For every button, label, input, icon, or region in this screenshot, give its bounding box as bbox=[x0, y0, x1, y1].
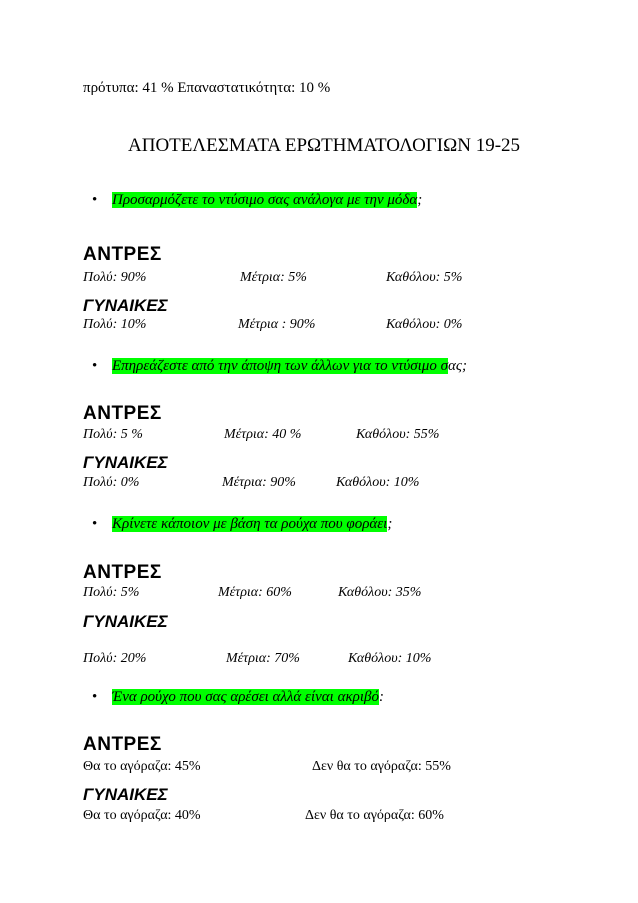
men-heading: ΑΝΤΡΕΣ bbox=[83, 403, 162, 424]
men-value-1: Πολύ: 5% bbox=[83, 585, 140, 600]
men-value-2: Δεν θα το αγόραζα: 55% bbox=[312, 759, 451, 774]
question-highlight: Επηρεάζεστε από την άποψη των άλλων για το ντύσιμο σ bbox=[112, 358, 448, 374]
men-value-1: Θα το αγόραζα: 45% bbox=[83, 759, 201, 774]
question-1 bbox=[92, 192, 423, 209]
women-value-2: Μέτρια : 90% bbox=[238, 317, 316, 332]
question-3 bbox=[92, 516, 393, 533]
women-value-2: Μέτρια: 70% bbox=[226, 651, 300, 666]
women-value-1: Πολύ: 20% bbox=[83, 651, 147, 666]
women-value-3: Καθόλου: 10% bbox=[336, 475, 420, 490]
women-heading: ΓΥΝΑΙΚΕΣ bbox=[83, 296, 168, 315]
men-heading: ΑΝΤΡΕΣ bbox=[83, 244, 162, 265]
men-value-2: Μέτρια: 40 % bbox=[224, 427, 302, 442]
bullet-icon: • bbox=[92, 516, 98, 532]
women-value-1: Πολύ: 10% bbox=[83, 317, 147, 332]
men-value-2: Μέτρια: 60% bbox=[218, 585, 292, 600]
men-value-2: Μέτρια: 5% bbox=[240, 270, 307, 285]
women-value-1: Πολύ: 0% bbox=[83, 475, 140, 490]
women-value-3: Καθόλου: 0% bbox=[386, 317, 463, 332]
women-value-2: Δεν θα το αγόραζα: 60% bbox=[305, 808, 444, 823]
women-heading: ΓΥΝΑΙΚΕΣ bbox=[83, 612, 168, 631]
men-heading: ΑΝΤΡΕΣ bbox=[83, 562, 162, 583]
question-4 bbox=[92, 689, 384, 706]
women-value-1: Θα το αγόραζα: 40% bbox=[83, 808, 201, 823]
men-value-1: Πολύ: 90% bbox=[83, 270, 147, 285]
question-highlight: Ένα ρούχο που σας αρέσει αλλά είναι ακριβό bbox=[112, 689, 379, 705]
question-2 bbox=[92, 358, 467, 375]
women-value-3: Καθόλου: 10% bbox=[348, 651, 432, 666]
men-value-1: Πολύ: 5 % bbox=[83, 427, 143, 442]
women-heading: ΓΥΝΑΙΚΕΣ bbox=[83, 453, 168, 472]
bullet-icon: • bbox=[92, 358, 98, 374]
question-highlight: Προσαρμόζετε το ντύσιμο σας ανάλογα με την μόδα bbox=[112, 192, 418, 208]
header-line: πρότυπα: 41 % Επαναστατικότητα: 10 % bbox=[83, 80, 331, 96]
men-heading: ΑΝΤΡΕΣ bbox=[83, 734, 162, 755]
question-tail: : bbox=[378, 689, 384, 705]
question-tail: ; bbox=[387, 516, 393, 532]
bullet-icon: • bbox=[92, 192, 98, 208]
bullet-icon: • bbox=[92, 689, 98, 705]
men-value-3: Καθόλου: 35% bbox=[338, 585, 422, 600]
question-highlight: Κρίνετε κάποιον με βάση τα ρούχα που φοράει bbox=[112, 516, 388, 532]
question-tail: ; bbox=[417, 192, 423, 208]
women-value-2: Μέτρια: 90% bbox=[222, 475, 296, 490]
men-value-3: Καθόλου: 5% bbox=[386, 270, 463, 285]
question-tail: ας; bbox=[447, 358, 467, 374]
women-heading: ΓΥΝΑΙΚΕΣ bbox=[83, 785, 168, 804]
page-title: ΑΠΟΤΕΛΕΣΜΑΤΑ ΕΡΩΤΗΜΑΤΟΛΟΓΙΩΝ 19-25 bbox=[128, 135, 521, 156]
men-value-3: Καθόλου: 55% bbox=[356, 427, 440, 442]
